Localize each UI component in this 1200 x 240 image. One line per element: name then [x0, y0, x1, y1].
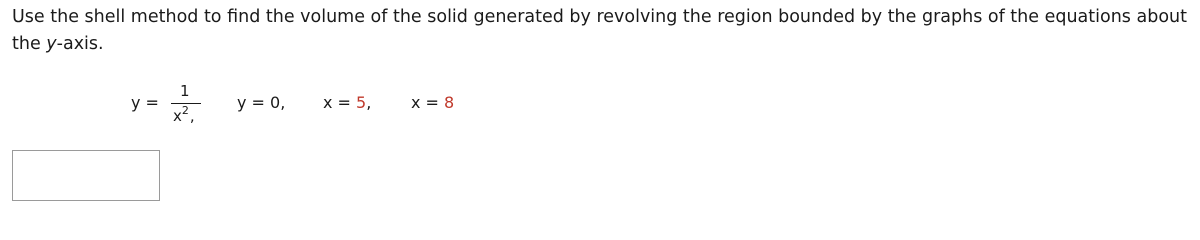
fraction-numerator: 1 — [180, 82, 190, 100]
axis-variable: y — [46, 34, 57, 54]
equation-y-zero — [237, 82, 307, 132]
lower-bound-value: 5 — [356, 93, 367, 112]
equation-3-separator: , — [366, 93, 372, 112]
equation-3 — [323, 93, 371, 113]
equation-1-separator: , — [189, 107, 195, 125]
answer-input[interactable] — [12, 150, 160, 201]
equation-4-lhs: x = — [411, 93, 445, 112]
equation-2-text: y = 0, — [237, 93, 286, 112]
fraction-denominator — [173, 104, 195, 127]
problem-statement — [12, 4, 1187, 58]
denominator-exponent: 2 — [181, 104, 189, 117]
fraction — [171, 82, 201, 132]
problem-text-before: Use the shell method to find the volume of the solid generated by revolving the region bounded by the graphs of the equations about the — [12, 7, 1187, 54]
equation-x-lower — [323, 82, 393, 132]
upper-bound-value: 8 — [444, 93, 455, 112]
equation-3-lhs: x = — [323, 93, 357, 112]
equation-1-lhs: y = — [131, 93, 159, 112]
equation-4 — [411, 93, 454, 113]
equation-y-fraction — [131, 82, 211, 132]
problem-text-after: -axis. — [56, 34, 104, 54]
equation-x-upper — [411, 82, 471, 132]
denominator-base: x — [173, 107, 182, 125]
